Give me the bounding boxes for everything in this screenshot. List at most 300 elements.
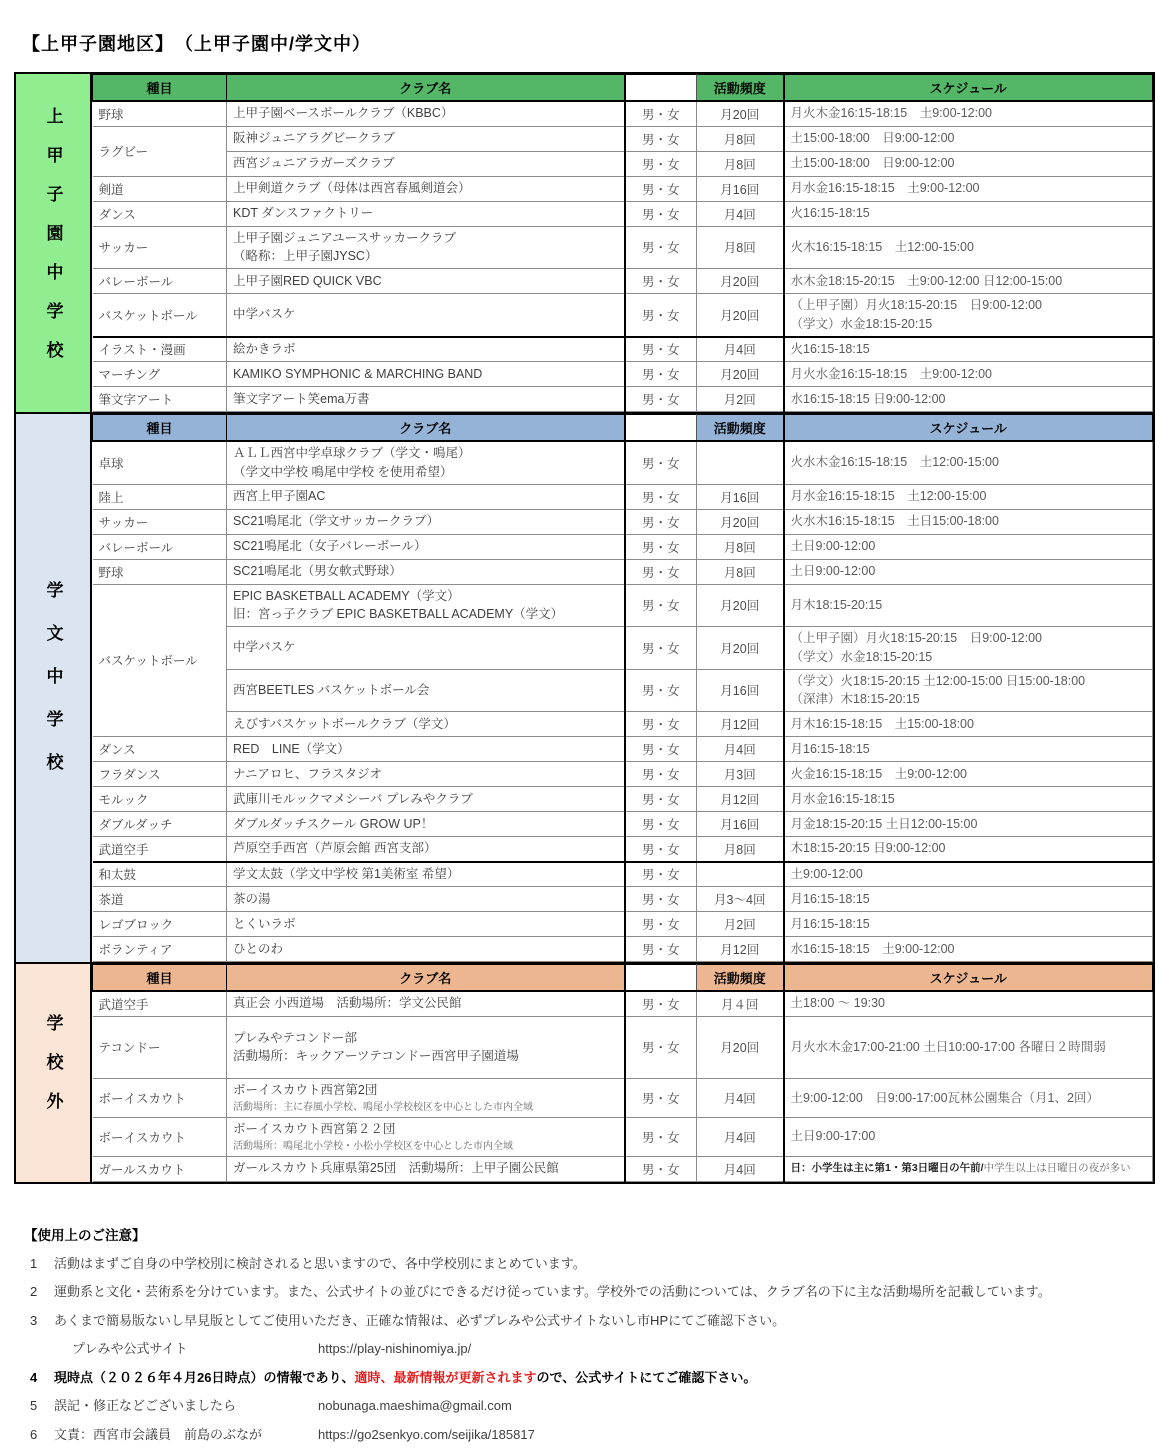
gender-cell: 男・女: [625, 226, 697, 269]
club-name-line: 芦原空手西宮（芦原会館 西宮支部）: [233, 841, 437, 856]
category-cell: サッカー: [93, 226, 227, 269]
schedule-cell: [784, 294, 1153, 337]
schedule-cell: [784, 584, 1153, 627]
club-name-line: SC21鳴尾北（女子バレーボール）: [233, 539, 427, 554]
schedule-cell: [784, 387, 1153, 412]
schedule-line: 月水金16:15-18:15: [790, 791, 895, 806]
frequency-cell: 月4回: [697, 1079, 784, 1118]
table-row: [93, 937, 1153, 962]
category-cell: マーチング: [93, 362, 227, 387]
gender-cell: 男・女: [625, 201, 697, 226]
sections-container: [14, 72, 1155, 1184]
page-title: 【上甲子園地区】 （上甲子園中/学文中）: [22, 34, 371, 54]
schedule-cell: [784, 484, 1153, 509]
note-text: あくまで簡易版ないし早見版としてご使用いただき、正確な情報は、必ずプレみや公式サイトないし市HPにてご確認下さい。: [54, 1312, 786, 1328]
club-name-cell: [227, 937, 625, 962]
club-table: [92, 74, 1153, 412]
notes-list: [24, 1254, 1149, 1445]
club-name-cell: [227, 887, 625, 912]
schedule-cell: [784, 812, 1153, 837]
frequency-cell: 月16回: [697, 812, 784, 837]
category-cell: 野球: [93, 559, 227, 584]
club-name-cell: [227, 787, 625, 812]
note-text: ので、公式サイトにてご確認下さい。: [536, 1369, 757, 1385]
category-cell: 筆文字アート: [93, 387, 227, 412]
club-name-line: ボーイスカウト西宮第２２団: [233, 1121, 396, 1136]
table-row: [93, 337, 1153, 362]
table-row: [93, 294, 1153, 337]
col-header-frequency: 活動頻度: [697, 415, 784, 442]
gender-cell: 男・女: [625, 787, 697, 812]
table-row: [93, 534, 1153, 559]
table-row: [93, 151, 1153, 176]
school-sidebar-label: 上甲子園中学校: [16, 74, 92, 412]
schedule-note: 中学生以上は日曜日の夜が多い: [983, 1161, 1131, 1174]
club-name-cell: [227, 837, 625, 862]
gender-cell: 男・女: [625, 337, 697, 362]
note-item: [24, 1311, 1149, 1331]
note-text: 誤記・修正などございましたら: [54, 1398, 237, 1413]
club-name-cell: [227, 484, 625, 509]
schedule-line: （学文）水金18:15-20:15: [790, 649, 933, 664]
frequency-cell: [697, 862, 784, 887]
club-name-cell: [227, 337, 625, 362]
schedule-cell: [784, 937, 1153, 962]
schedule-line: 水木金18:15-20:15 土9:00-12:00 日12:00-15:00: [790, 273, 1063, 288]
schedule-cell: [784, 737, 1153, 762]
gender-cell: 男・女: [625, 1117, 697, 1156]
club-name-cell: [227, 294, 625, 337]
club-name-cell: [227, 201, 625, 226]
frequency-cell: 月8回: [697, 126, 784, 151]
schedule-line: 火16:15-18:15: [790, 206, 870, 221]
table-row: [93, 387, 1153, 412]
club-name-cell: [227, 669, 625, 712]
club-name-line: 阪神ジュニアラグビークラブ: [233, 131, 395, 146]
category-cell: バスケットボール: [93, 294, 227, 337]
frequency-cell: 月4回: [697, 1117, 784, 1156]
category-cell: ダブルダッチ: [93, 812, 227, 837]
club-name-cell: [227, 509, 625, 534]
note-link[interactable]: nobunaga.maeshima@gmail.com: [318, 1398, 512, 1413]
col-header-category: 種目: [93, 965, 227, 992]
club-name-line: 上甲子園RED QUICK VBC: [233, 273, 382, 288]
table-row: [93, 584, 1153, 627]
table-row: [93, 1016, 1153, 1079]
schedule-cell: [784, 762, 1153, 787]
schedule-line: 月木16:15-18:15 土15:00-18:00: [790, 716, 974, 731]
schedule-cell: [784, 669, 1153, 712]
schedule-line: 土日9:00-12:00: [790, 539, 876, 554]
col-header-schedule: スケジュール: [784, 965, 1153, 992]
schedule-line: 土9:00-12:00 日9:00-17:00瓦林公園集合（月1、2回）: [790, 1090, 1099, 1105]
club-name-cell: [227, 1117, 625, 1156]
frequency-cell: 月20回: [697, 269, 784, 294]
usage-notes: [24, 1224, 1149, 1445]
table-row: [93, 991, 1153, 1016]
schedule-cell: [784, 269, 1153, 294]
club-name-cell: [227, 762, 625, 787]
schedule-line: [791, 1161, 1147, 1177]
note-number: 1: [30, 1255, 38, 1271]
club-name-cell: [227, 269, 625, 294]
club-name-line: KAMIKO SYMPHONIC & MARCHING BAND: [233, 366, 483, 381]
note-number: 2: [30, 1284, 38, 1299]
schedule-line: 月16:15-18:15: [790, 916, 870, 931]
note-number: 5: [30, 1398, 38, 1413]
schedule-line: 土9:00-12:00: [790, 866, 863, 881]
category-cell: バレーボール: [93, 269, 227, 294]
schedule-cell: [784, 559, 1153, 584]
schedule-line: 土15:00-18:00 日9:00-12:00: [790, 156, 955, 171]
school-sidebar-label: 学文中学校: [16, 414, 92, 962]
schedule-cell: [784, 176, 1153, 201]
gender-cell: 男・女: [625, 887, 697, 912]
frequency-cell: 月4回: [697, 1156, 784, 1181]
club-name-line: ナニアロヒ、フラスタジオ: [233, 766, 383, 781]
frequency-cell: 月20回: [697, 362, 784, 387]
note-item: [24, 1282, 1149, 1302]
schedule-line: 月水金16:15-18:15 土9:00-12:00: [790, 181, 980, 196]
note-text: 文責：西宮市会議員 前島のぶなが: [54, 1426, 263, 1442]
club-name-line: 上甲子園ジュニアユースサッカークラブ: [233, 230, 457, 245]
gender-cell: 男・女: [625, 812, 697, 837]
frequency-cell: 月2回: [697, 912, 784, 937]
club-name-line: ガールスカウト兵庫県第25団 活動場所：上甲子園公民館: [233, 1161, 559, 1176]
schedule-line: （学文）水金18:15-20:15: [790, 316, 933, 331]
club-name-cell: [227, 712, 625, 737]
category-cell: 和太鼓: [93, 862, 227, 887]
club-name-line: ボーイスカウト西宮第2団: [233, 1083, 378, 1097]
gender-cell: 男・女: [625, 1079, 697, 1118]
notes-heading: 【使用上のご注意】: [24, 1227, 146, 1243]
gender-cell: 男・女: [625, 737, 697, 762]
club-name-line: EPIC BASKETBALL ACADEMY（学文）: [233, 588, 460, 603]
frequency-cell: 月20回: [697, 101, 784, 126]
club-name-cell: [227, 737, 625, 762]
club-name-line: 上甲剣道クラブ（母体は西宮春風剣道会）: [233, 181, 471, 196]
schedule-cell: [784, 887, 1153, 912]
category-cell: ガールスカウト: [93, 1156, 227, 1181]
table-row: [93, 762, 1153, 787]
table-row: [93, 126, 1153, 151]
schedule-cell: [784, 534, 1153, 559]
frequency-cell: 月8回: [697, 837, 784, 862]
note-link[interactable]: https://go2senkyo.com/seijika/185817: [318, 1426, 535, 1442]
frequency-cell: 月8回: [697, 559, 784, 584]
table-row: [93, 812, 1153, 837]
table-row: [93, 484, 1153, 509]
club-name-cell: [227, 176, 625, 201]
school-sidebar-label: 学校外: [16, 964, 92, 1182]
club-name-line: 西宮BEETLES バスケットボール会: [233, 682, 430, 697]
note-text: 現時点（２０２６年４月26日時点）の情報であり、: [54, 1369, 355, 1385]
club-name-line: 茶の湯: [233, 891, 271, 906]
club-name-cell: [227, 862, 625, 887]
club-name-cell: [227, 627, 625, 670]
schedule-line: 月火水金16:15-18:15 土9:00-12:00: [790, 366, 992, 381]
header-row: [93, 415, 1153, 442]
schedule-line: 水16:15-18:15 土9:00-12:00: [790, 941, 955, 956]
schedule-cell: [784, 837, 1153, 862]
gender-cell: 男・女: [625, 176, 697, 201]
frequency-cell: 月16回: [697, 669, 784, 712]
table-row: [93, 627, 1153, 670]
gender-cell: 男・女: [625, 937, 697, 962]
category-cell: ボランティア: [93, 937, 227, 962]
table-row: [93, 912, 1153, 937]
schedule-note-bold: 日：小学生は主に第1・第3日曜日の午前/: [790, 1161, 984, 1174]
table-row: [93, 176, 1153, 201]
schedule-line: （上甲子園）月火18:15-20:15 日9:00-12:00: [790, 631, 1042, 645]
gender-cell: 男・女: [625, 534, 697, 559]
gender-cell: 男・女: [625, 269, 697, 294]
gender-cell: 男・女: [625, 126, 697, 151]
schedule-cell: [784, 201, 1153, 226]
schedule-line: 土15:00-18:00 日9:00-12:00: [790, 131, 955, 146]
club-name-line: KDT ダンスファクトリー: [233, 206, 374, 221]
club-name-line: 上甲子園ベースボールクラブ（KBBC）: [233, 106, 454, 121]
club-name-cell: [227, 1079, 625, 1118]
header-row: [93, 965, 1153, 992]
table-row: [93, 101, 1153, 126]
club-name-line: 活動場所：主に春風小学校、鳴尾小学校校区を中心とした市内全域: [233, 1101, 533, 1113]
category-cell: バレーボール: [93, 534, 227, 559]
club-name-line: 真正会 小西道場 活動場所：学文公民館: [233, 996, 462, 1011]
club-name-line: 武庫川モルックマメシーバ プレみやクラブ: [233, 791, 473, 806]
gender-cell: 男・女: [625, 387, 697, 412]
schedule-line: 火水木金16:15-18:15 土12:00-15:00: [790, 455, 999, 470]
frequency-cell: 月8回: [697, 226, 784, 269]
club-name-cell: [227, 1016, 625, 1079]
schedule-cell: [784, 126, 1153, 151]
club-name-cell: [227, 912, 625, 937]
col-header-club: クラブ名: [227, 965, 625, 992]
gender-cell: 男・女: [625, 294, 697, 337]
schedule-cell: [784, 101, 1153, 126]
category-cell: 陸上: [93, 484, 227, 509]
table-row: [93, 669, 1153, 712]
category-cell: ボーイスカウト: [93, 1117, 227, 1156]
note-text: 運動系と文化・芸術系を分けています。また、公式サイトの並びにできるだけ従っています。学校外での活動については、クラブ名の下に主な活動場所を記載しています。: [54, 1284, 1051, 1299]
note-item: [72, 1339, 1149, 1359]
category-cell: ボーイスカウト: [93, 1079, 227, 1118]
frequency-cell: 月4回: [697, 337, 784, 362]
note-text: 活動はまずご自身の中学校別に検討されると思いますので、各中学校別にまとめています。: [54, 1255, 586, 1271]
club-name-line: 筆文字アート笑ema万書: [233, 391, 370, 406]
table-row: [93, 862, 1153, 887]
gender-cell: 男・女: [625, 441, 697, 484]
col-header-club: クラブ名: [227, 415, 625, 442]
frequency-cell: 月20回: [697, 627, 784, 670]
frequency-cell: 月12回: [697, 787, 784, 812]
schedule-line: 火水木16:15-18:15 土日15:00-18:00: [790, 514, 999, 529]
frequency-cell: 月4回: [697, 201, 784, 226]
note-text-red: 適時、最新情報が更新されます: [354, 1369, 537, 1385]
col-header-club: クラブ名: [227, 75, 625, 102]
club-name-line: ＡＬＬ西宮中学卓球クラブ（学文・鳴尾）: [233, 446, 471, 460]
gender-cell: 男・女: [625, 1016, 697, 1079]
schedule-cell: [784, 226, 1153, 269]
gender-cell: 男・女: [625, 1156, 697, 1181]
table-row: [93, 559, 1153, 584]
schedule-line: 土日9:00-12:00: [790, 564, 876, 579]
col-header-category: 種目: [93, 75, 227, 102]
schedule-cell: [784, 787, 1153, 812]
club-table: [92, 964, 1153, 1182]
club-name-line: 中学バスケ: [233, 307, 296, 322]
gender-cell: 男・女: [625, 151, 697, 176]
category-cell: モルック: [93, 787, 227, 812]
section-outside-school: [14, 962, 1155, 1184]
frequency-cell: 月4回: [697, 737, 784, 762]
frequency-cell: 月3〜4回: [697, 887, 784, 912]
section-kamikoshien-jhs: [14, 72, 1155, 414]
gender-cell: 男・女: [625, 991, 697, 1016]
table-row: [93, 887, 1153, 912]
schedule-line: （深津）木18:15-20:15: [790, 692, 920, 707]
schedule-line: 月金18:15-20:15 土日12:00-15:00: [790, 816, 978, 831]
note-label: プレみや公式サイト: [72, 1341, 188, 1356]
frequency-cell: 月2回: [697, 387, 784, 412]
category-cell: 卓球: [93, 441, 227, 484]
col-header-gender: [625, 415, 697, 442]
table-row: [93, 441, 1153, 484]
club-name-cell: [227, 1156, 625, 1181]
club-name-line: 中学バスケ: [233, 640, 296, 655]
club-name-line: RED LINE（学文）: [233, 741, 350, 756]
category-cell: イラスト・漫画: [93, 337, 227, 362]
category-cell: 剣道: [93, 176, 227, 201]
gender-cell: 男・女: [625, 912, 697, 937]
table-row: [93, 269, 1153, 294]
section-gakubun-jhs: [14, 412, 1155, 964]
frequency-cell: 月12回: [697, 712, 784, 737]
category-cell: 茶道: [93, 887, 227, 912]
note-number: 6: [30, 1426, 38, 1442]
gender-cell: 男・女: [625, 584, 697, 627]
gender-cell: 男・女: [625, 669, 697, 712]
schedule-line: （上甲子園）月火18:15-20:15 日9:00-12:00: [790, 298, 1042, 312]
frequency-cell: 月20回: [697, 1016, 784, 1079]
club-name-line: SC21鳴尾北（男女軟式野球）: [233, 564, 402, 579]
club-name-line: （略称：上甲子園JYSC）: [233, 249, 378, 264]
col-header-schedule: スケジュール: [784, 75, 1153, 102]
club-name-line: 西宮ジュニアラガーズクラブ: [233, 156, 395, 171]
schedule-cell: [784, 862, 1153, 887]
club-name-line: とくいラボ: [233, 916, 296, 931]
club-name-cell: [227, 812, 625, 837]
note-item: [24, 1254, 1149, 1274]
note-number: 4: [30, 1369, 38, 1385]
schedule-cell: [784, 1079, 1153, 1118]
note-item: [24, 1368, 1149, 1388]
club-name-cell: [227, 991, 625, 1016]
schedule-cell: [784, 441, 1153, 484]
frequency-cell: 月16回: [697, 176, 784, 201]
table-row: [93, 1079, 1153, 1118]
club-name-line: ひとのわ: [233, 941, 284, 956]
frequency-cell: 月3回: [697, 762, 784, 787]
schedule-line: 月火水木金17:00-21:00 土日10:00-17:00 各曜日２時間弱: [790, 1039, 1106, 1054]
category-cell: ラグビー: [93, 126, 227, 176]
club-name-line: プレみやテコンドー部: [233, 1030, 358, 1045]
club-name-line: 旧：宮っ子クラブ EPIC BASKETBALL ACADEMY（学文）: [233, 607, 564, 622]
club-name-cell: [227, 534, 625, 559]
schedule-cell: [784, 627, 1153, 670]
category-cell: バスケットボール: [93, 584, 227, 737]
table-row: [93, 712, 1153, 737]
table-row: [93, 787, 1153, 812]
club-name-cell: [227, 387, 625, 412]
frequency-cell: 月8回: [697, 151, 784, 176]
schedule-line: 月木18:15-20:15: [790, 597, 883, 612]
col-header-frequency: 活動頻度: [697, 75, 784, 102]
schedule-line: 土18:00 〜 19:30: [790, 996, 886, 1011]
schedule-cell: [784, 1117, 1153, 1156]
club-name-cell: [227, 441, 625, 484]
schedule-cell: [784, 362, 1153, 387]
category-cell: フラダンス: [93, 762, 227, 787]
table-row: [93, 1117, 1153, 1156]
schedule-cell: [784, 337, 1153, 362]
club-name-cell: [227, 584, 625, 627]
header-row: [93, 75, 1153, 102]
club-name-line: 西宮上甲子園AC: [233, 489, 326, 504]
schedule-cell: [784, 151, 1153, 176]
schedule-line: 水16:15-18:15 日9:00-12:00: [790, 391, 946, 406]
club-name-cell: [227, 101, 625, 126]
col-header-category: 種目: [93, 415, 227, 442]
table-row: [93, 226, 1153, 269]
club-name-cell: [227, 226, 625, 269]
schedule-cell: [784, 991, 1153, 1016]
club-name-cell: [227, 559, 625, 584]
schedule-line: （学文）火18:15-20:15 土12:00-15:00 日15:00-18:00: [790, 673, 1086, 688]
note-item: [24, 1396, 1149, 1416]
club-name-cell: [227, 126, 625, 151]
schedule-line: 火16:15-18:15: [790, 341, 870, 356]
club-name-line: ダブルダッチスクール GROW UP！: [233, 816, 434, 831]
frequency-cell: 月20回: [697, 294, 784, 337]
gender-cell: 男・女: [625, 101, 697, 126]
club-name-line: 活動場所：鳴尾北小学校・小松小学校区を中心とした市内全域: [233, 1140, 513, 1152]
schedule-cell: [784, 912, 1153, 937]
gender-cell: 男・女: [625, 559, 697, 584]
col-header-frequency: 活動頻度: [697, 965, 784, 992]
gender-cell: 男・女: [625, 762, 697, 787]
schedule-line: 月水金16:15-18:15 土12:00-15:00: [790, 489, 987, 504]
note-link[interactable]: https://play-nishinomiya.jp/: [318, 1341, 472, 1356]
table-row: [93, 737, 1153, 762]
col-header-gender: [625, 75, 697, 102]
schedule-line: 月火木金16:15-18:15 土9:00-12:00: [790, 106, 992, 121]
category-cell: テコンドー: [93, 1016, 227, 1079]
frequency-cell: 月8回: [697, 534, 784, 559]
category-cell: 野球: [93, 101, 227, 126]
category-cell: レゴブロック: [93, 912, 227, 937]
club-name-cell: [227, 151, 625, 176]
category-cell: サッカー: [93, 509, 227, 534]
club-table: [92, 414, 1153, 962]
club-name-line: （学文中学校 鳴尾中学校 を使用希望）: [233, 464, 453, 479]
table-row: [93, 509, 1153, 534]
gender-cell: 男・女: [625, 509, 697, 534]
col-header-schedule: スケジュール: [784, 415, 1153, 442]
table-row: [93, 1156, 1153, 1181]
gender-cell: 男・女: [625, 837, 697, 862]
frequency-cell: [697, 441, 784, 484]
